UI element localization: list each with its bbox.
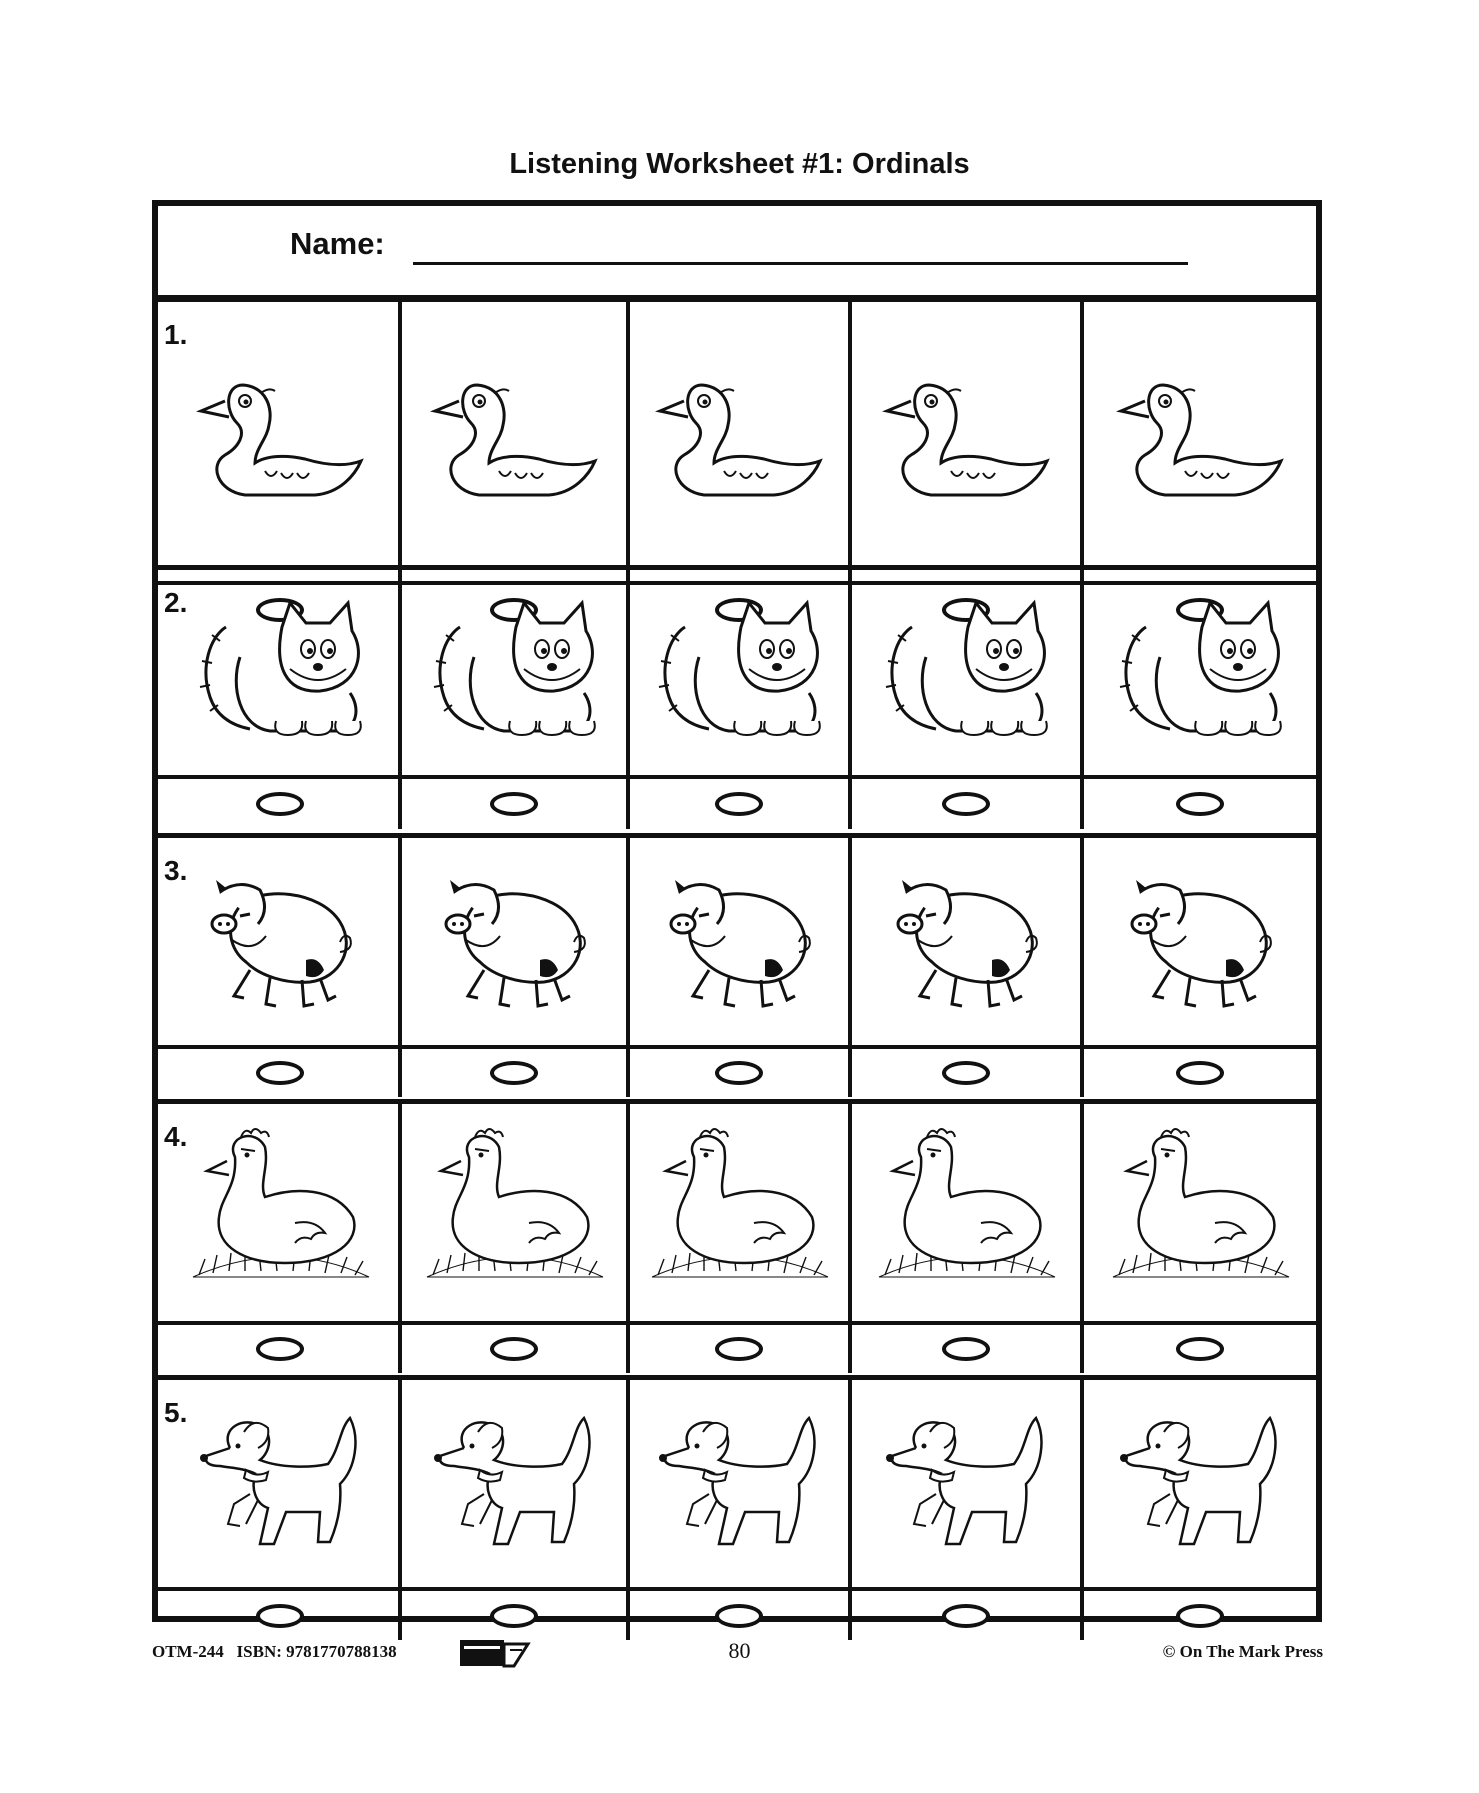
page-number: 80 bbox=[728, 1638, 751, 1663]
dog-icon bbox=[852, 1381, 1080, 1585]
row-divider bbox=[158, 565, 1316, 570]
answer-strip-divider bbox=[158, 1587, 1316, 1591]
hen-icon bbox=[402, 1105, 626, 1319]
answer-bubble[interactable] bbox=[490, 792, 538, 816]
cat-icon bbox=[162, 571, 398, 773]
cat-icon bbox=[402, 571, 626, 773]
dog-icon bbox=[402, 1381, 626, 1585]
question-number: 1. bbox=[164, 319, 188, 350]
answer-bubble[interactable] bbox=[715, 1337, 763, 1361]
answer-bubble[interactable] bbox=[715, 1604, 763, 1628]
duck-icon bbox=[852, 303, 1080, 579]
answer-bubble[interactable] bbox=[1176, 792, 1224, 816]
name-row bbox=[158, 206, 1316, 300]
duck-icon bbox=[402, 303, 626, 579]
answer-bubble[interactable] bbox=[715, 792, 763, 816]
dog-icon bbox=[162, 1381, 398, 1585]
duck-icon bbox=[1084, 303, 1316, 579]
cat-icon bbox=[852, 571, 1080, 773]
page-title: Listening Worksheet #1: Ordinals bbox=[509, 148, 970, 180]
answer-bubble[interactable] bbox=[256, 1604, 304, 1628]
row-divider bbox=[158, 833, 1316, 838]
dog-icon bbox=[1084, 1381, 1316, 1585]
footer-code-text: OTM-244 bbox=[152, 1642, 224, 1661]
cat-icon bbox=[630, 571, 848, 773]
answer-bubble[interactable] bbox=[256, 1061, 304, 1085]
pig-icon bbox=[162, 839, 398, 1043]
hen-icon bbox=[630, 1105, 848, 1319]
hen-icon bbox=[162, 1105, 398, 1319]
pig-icon bbox=[852, 839, 1080, 1043]
footer-isbn: ISBN: 9781770788138 bbox=[236, 1642, 397, 1661]
answer-bubble[interactable] bbox=[490, 1061, 538, 1085]
answer-bubble[interactable] bbox=[942, 1061, 990, 1085]
answer-bubble[interactable] bbox=[256, 1337, 304, 1361]
question-number: 4. bbox=[164, 1121, 188, 1152]
publisher: © On The Mark Press bbox=[1162, 1642, 1323, 1661]
answer-bubble[interactable] bbox=[256, 792, 304, 816]
pig-icon bbox=[402, 839, 626, 1043]
cat-icon bbox=[1084, 571, 1316, 773]
duck-icon bbox=[630, 303, 848, 579]
dog-icon bbox=[630, 1381, 848, 1585]
answer-strip-divider bbox=[158, 775, 1316, 779]
hen-icon bbox=[852, 1105, 1080, 1319]
answer-bubble[interactable] bbox=[1176, 1604, 1224, 1628]
answer-bubble[interactable] bbox=[942, 1604, 990, 1628]
name-field[interactable] bbox=[413, 262, 1188, 265]
answer-bubble[interactable] bbox=[490, 1337, 538, 1361]
row-divider bbox=[158, 297, 1316, 302]
answer-bubble[interactable] bbox=[942, 1337, 990, 1361]
row-divider bbox=[158, 1375, 1316, 1380]
answer-strip-divider bbox=[158, 1321, 1316, 1325]
answer-strip-divider bbox=[158, 1045, 1316, 1049]
hen-icon bbox=[1084, 1105, 1316, 1319]
answer-bubble[interactable] bbox=[490, 1604, 538, 1628]
row-divider bbox=[158, 1099, 1316, 1104]
answer-bubble[interactable] bbox=[942, 792, 990, 816]
answer-bubble[interactable] bbox=[715, 1061, 763, 1085]
question-number: 5. bbox=[164, 1397, 188, 1428]
worksheet-table bbox=[152, 200, 1322, 1622]
answer-bubble[interactable] bbox=[1176, 1061, 1224, 1085]
duck-icon bbox=[162, 303, 398, 579]
name-label: Name: bbox=[290, 226, 385, 261]
question-number: 2. bbox=[164, 587, 188, 618]
pig-icon bbox=[630, 839, 848, 1043]
pig-icon bbox=[1084, 839, 1316, 1043]
answer-bubble[interactable] bbox=[1176, 1337, 1224, 1361]
question-number: 3. bbox=[164, 855, 188, 886]
